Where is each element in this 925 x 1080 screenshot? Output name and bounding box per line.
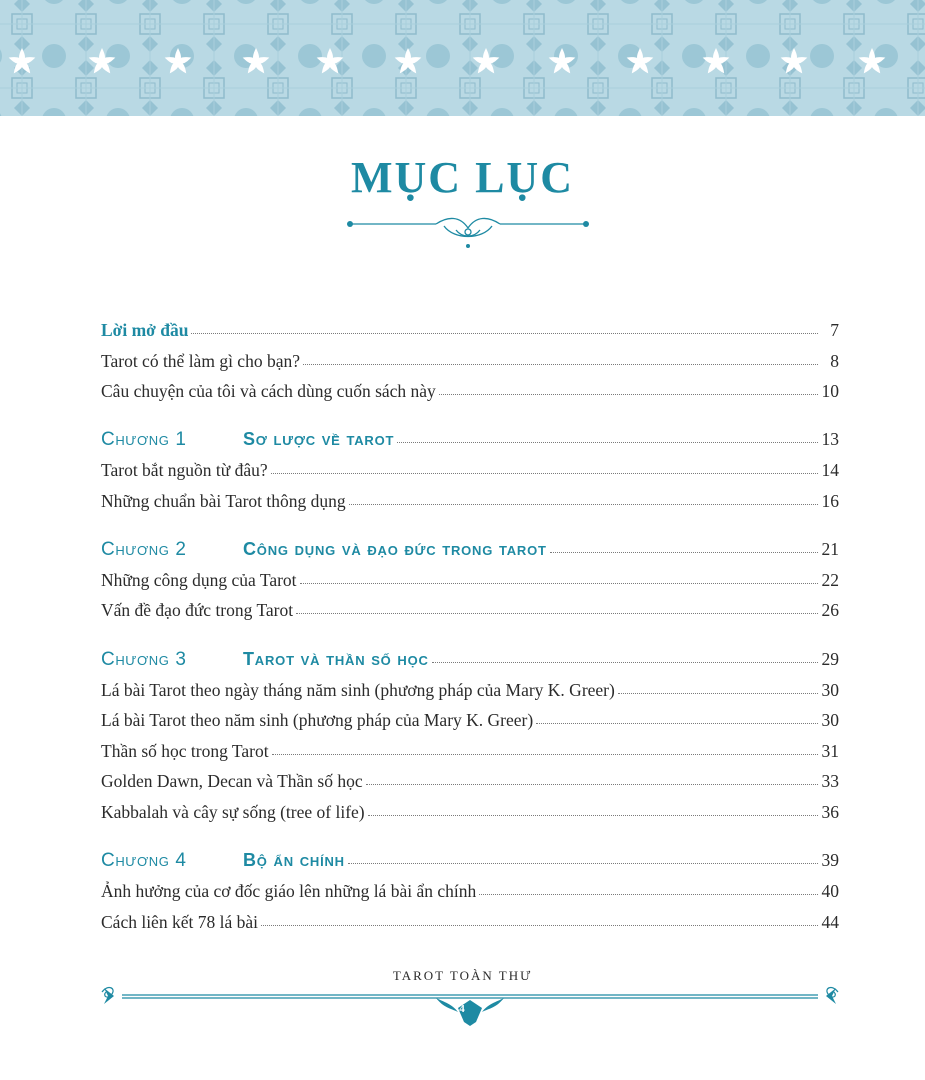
leader-dots <box>348 862 818 864</box>
leader-dots <box>366 783 818 785</box>
title-flourish-icon <box>344 212 592 252</box>
toc-entry[interactable]: Tarot có thể làm gì cho bạn? 8 <box>101 351 839 371</box>
toc-entry[interactable]: Lá bài Tarot theo ngày tháng năm sinh (phương pháp của Mary K. Greer) 30 <box>101 680 839 700</box>
leader-dots <box>397 441 818 443</box>
floral-pattern-icon <box>0 0 925 116</box>
toc-entry[interactable]: Câu chuyện của tôi và cách dùng cuốn sách này 10 <box>101 381 839 401</box>
toc-entry[interactable]: Những chuẩn bài Tarot thông dụng 16 <box>101 491 839 511</box>
toc-entry[interactable]: Kabbalah và cây sự sống (tree of life) 36 <box>101 802 839 822</box>
toc-entry[interactable]: Những công dụng của Tarot 22 <box>101 570 839 590</box>
leader-dots <box>300 582 818 584</box>
toc-entry-preface[interactable]: Lời mở đầu 7 <box>101 320 839 340</box>
leader-dots <box>536 722 818 724</box>
leader-dots <box>432 661 818 663</box>
leader-dots <box>296 612 818 614</box>
toc-chapter-2[interactable]: Chương 2 Công dụng và đạo đức trong tarot 21 <box>101 539 839 560</box>
toc-chapter-3[interactable]: Chương 3 Tarot và thần số học 29 <box>101 649 839 670</box>
toc-entry[interactable]: Golden Dawn, Decan và Thần số học 33 <box>101 771 839 791</box>
running-footer-title: TAROT TOÀN THƯ <box>392 968 533 983</box>
toc-chapter-4[interactable]: Chương 4 Bộ ẩn chính 39 <box>101 850 839 871</box>
leader-dots <box>550 551 818 553</box>
leader-dots <box>191 332 818 334</box>
leader-dots <box>368 814 818 816</box>
leader-dots <box>271 472 818 474</box>
leader-dots <box>439 393 818 395</box>
toc-entry[interactable]: Lá bài Tarot theo năm sinh (phương pháp của Mary K. Greer) 30 <box>101 710 839 730</box>
leader-dots <box>349 503 818 505</box>
leader-dots <box>272 753 818 755</box>
leader-dots <box>618 692 818 694</box>
toc-entry[interactable]: Thần số học trong Tarot 31 <box>101 741 839 761</box>
toc-entry[interactable]: Tarot bắt nguồn từ đâu? 14 <box>101 460 839 480</box>
toc-entry[interactable]: Vấn đề đạo đức trong Tarot 26 <box>101 600 839 620</box>
header-banner <box>0 0 925 116</box>
page-title: MỤC LỤC <box>351 153 574 202</box>
leader-dots <box>303 363 818 365</box>
leader-dots <box>479 893 818 895</box>
toc-entry[interactable]: Cách liên kết 78 lá bài 44 <box>101 912 839 932</box>
page-number: 4 <box>459 1003 465 1015</box>
toc-chapter-1[interactable]: Chương 1 Sơ lược về tarot 13 <box>101 429 839 450</box>
leader-dots <box>261 924 818 926</box>
toc-entry[interactable]: Ảnh hưởng của cơ đốc giáo lên những lá bài ẩn chính 40 <box>101 881 839 901</box>
